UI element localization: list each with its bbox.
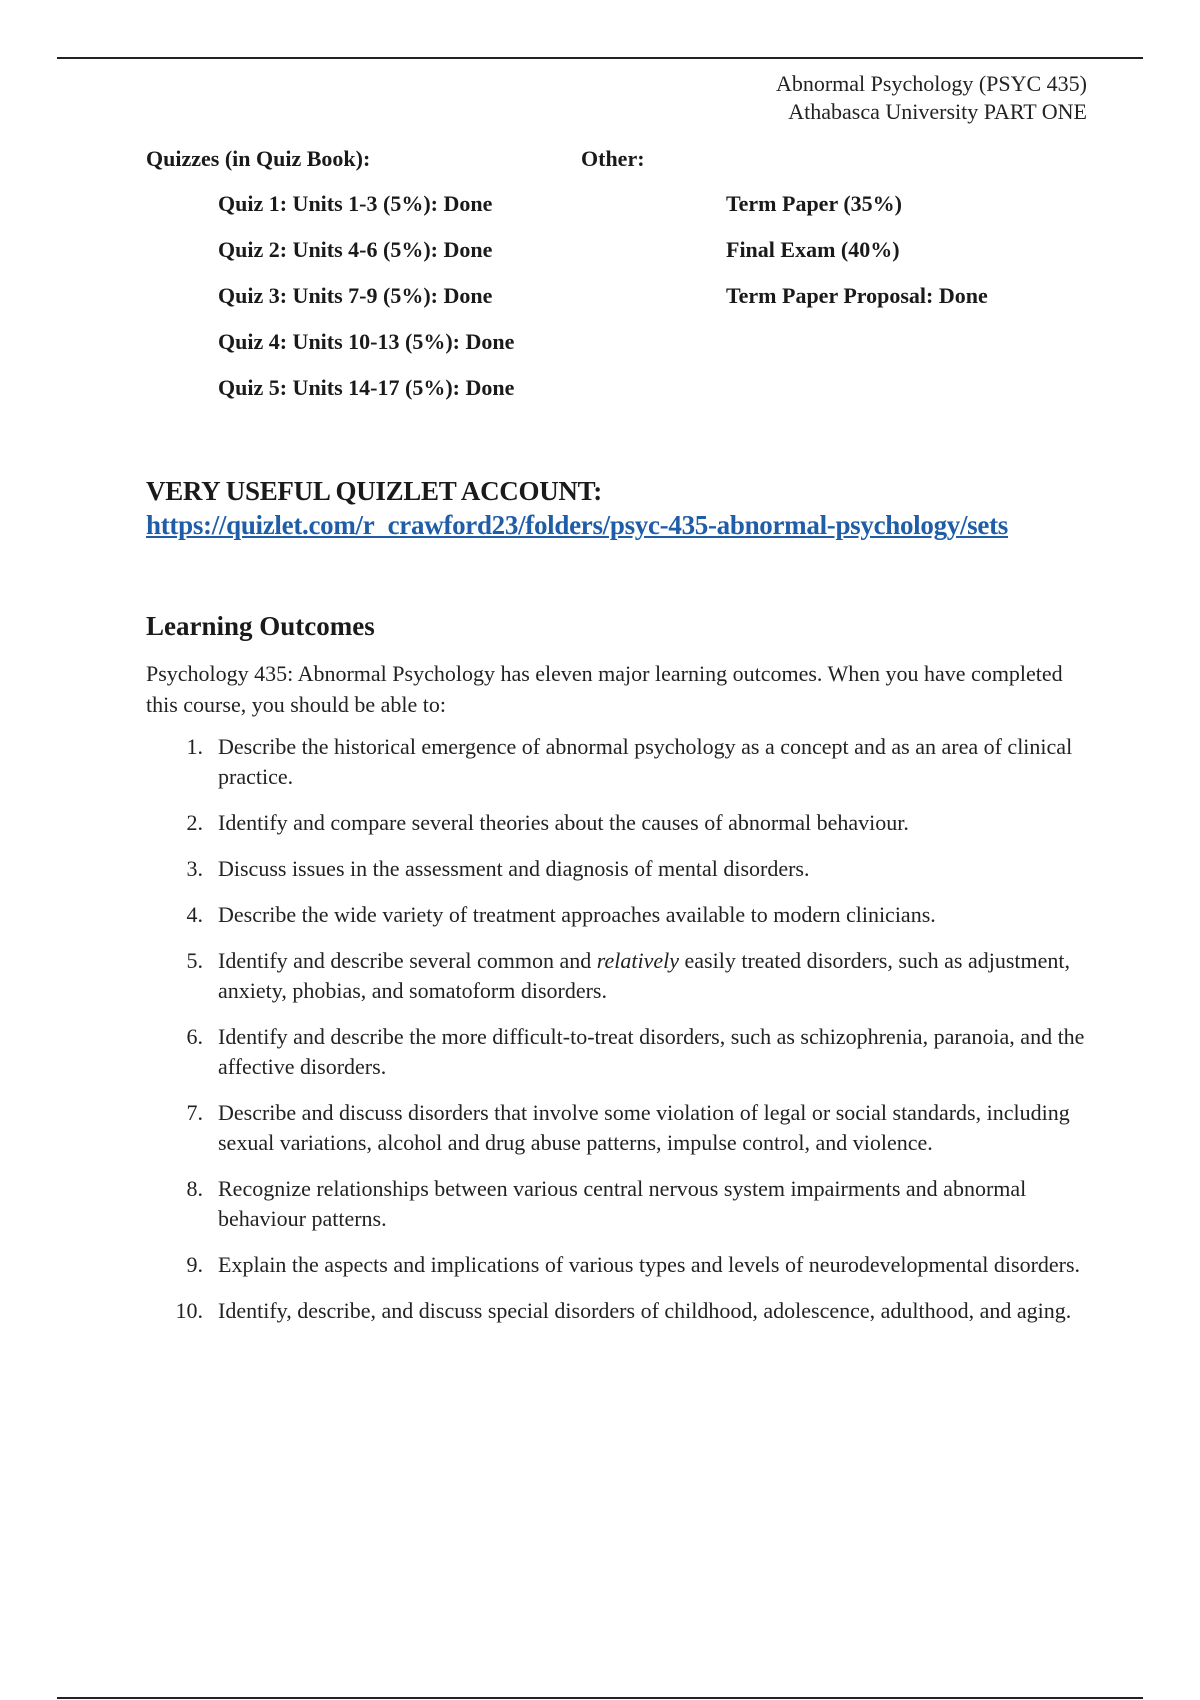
item-text: Explain the aspects and implications of various types and levels of neurodevelopmental disorders.: [218, 1252, 1081, 1277]
item-number: 9.: [186, 1252, 203, 1277]
list-item: [146, 900, 1086, 930]
course-title: Abnormal Psychology (PSYC 435): [775, 71, 1087, 96]
item-text-italic: relatively: [596, 948, 680, 973]
list-item: [146, 1296, 1086, 1326]
list-item: [146, 854, 1086, 884]
item-text: Discuss issues in the assessment and diagnosis of mental disorders.: [218, 856, 810, 881]
list-item: [146, 1098, 1086, 1158]
university-label: Athabasca University PART ONE: [788, 99, 1087, 124]
learning-outcomes-list: [146, 732, 1086, 1326]
quiz-item: Quiz 3: Units 7-9 (5%): Done: [218, 283, 493, 308]
learning-outcomes-title: Learning Outcomes: [146, 611, 375, 641]
other-list: [726, 193, 988, 331]
item-text: Recognize relationships between various central nervous system impairments and abnormal behaviour patterns.: [218, 1176, 1027, 1231]
list-item: [146, 1250, 1086, 1280]
list-item: [146, 1174, 1086, 1234]
item-text-before: Identify and describe several common and: [218, 948, 597, 973]
item-text: Identify and compare several theories about the causes of abnormal behaviour.: [218, 810, 909, 835]
item-text: Identify, describe, and discuss special disorders of childhood, adolescence, adulthood, and aging.: [218, 1298, 1072, 1323]
quizlet-link[interactable]: https://quizlet.com/r_crawford23/folders/psyc-435-abnormal-psychology/sets: [146, 510, 1008, 540]
list-item: [146, 808, 1086, 838]
other-item: Final Exam (40%): [726, 237, 900, 262]
other-item: Term Paper Proposal: Done: [726, 283, 988, 308]
other-heading: Other:: [581, 146, 645, 171]
bottom-rule: [57, 1697, 1143, 1699]
page-header: [776, 70, 1087, 126]
item-number: 6.: [186, 1024, 203, 1049]
item-text: Describe the wide variety of treatment approaches available to modern clinicians.: [218, 902, 936, 927]
item-number: 2.: [186, 810, 203, 835]
quizlet-section: [146, 475, 1008, 543]
list-item: [146, 732, 1086, 792]
item-number: 7.: [186, 1100, 203, 1125]
quiz-item: Quiz 2: Units 4-6 (5%): Done: [218, 237, 493, 262]
quizlet-title: VERY USEFUL QUIZLET ACCOUNT:: [146, 476, 602, 506]
item-number: 8.: [186, 1176, 203, 1201]
item-number: 5.: [186, 948, 203, 973]
learning-outcomes-intro: Psychology 435: Abnormal Psychology has eleven major learning outcomes. When you have completed this course, you should be able to:: [146, 661, 1063, 717]
quiz-item: Quiz 1: Units 1-3 (5%): Done: [218, 191, 493, 216]
list-item: [146, 946, 1086, 1006]
item-number: 1.: [186, 734, 203, 759]
item-text: Describe and discuss disorders that involve some violation of legal or social standards, including sexual variations, alcohol and drug abuse patterns, impulse control, and violence.: [218, 1100, 1070, 1155]
learning-outcomes-section: [146, 610, 1086, 1342]
quizzes-heading: Quizzes (in Quiz Book):: [146, 146, 371, 171]
quiz-list: [218, 193, 514, 423]
top-rule: [57, 57, 1143, 59]
item-number: 10.: [175, 1298, 203, 1323]
item-number: 3.: [186, 856, 203, 881]
item-text-after: easily treated disorders, such as adjustment, anxiety, phobias, and somatoform disorders.: [218, 948, 1071, 1003]
list-item: [146, 1022, 1086, 1082]
item-text: Identify and describe the more difficult-to-treat disorders, such as schizophrenia, paranoia, and the affective disorders.: [218, 1024, 1085, 1079]
quiz-item: Quiz 5: Units 14-17 (5%): Done: [218, 375, 515, 400]
item-number: 4.: [186, 902, 203, 927]
quiz-item: Quiz 4: Units 10-13 (5%): Done: [218, 329, 515, 354]
item-text: Describe the historical emergence of abnormal psychology as a concept and as an area of clinical practice.: [218, 734, 1073, 789]
other-item: Term Paper (35%): [726, 191, 902, 216]
